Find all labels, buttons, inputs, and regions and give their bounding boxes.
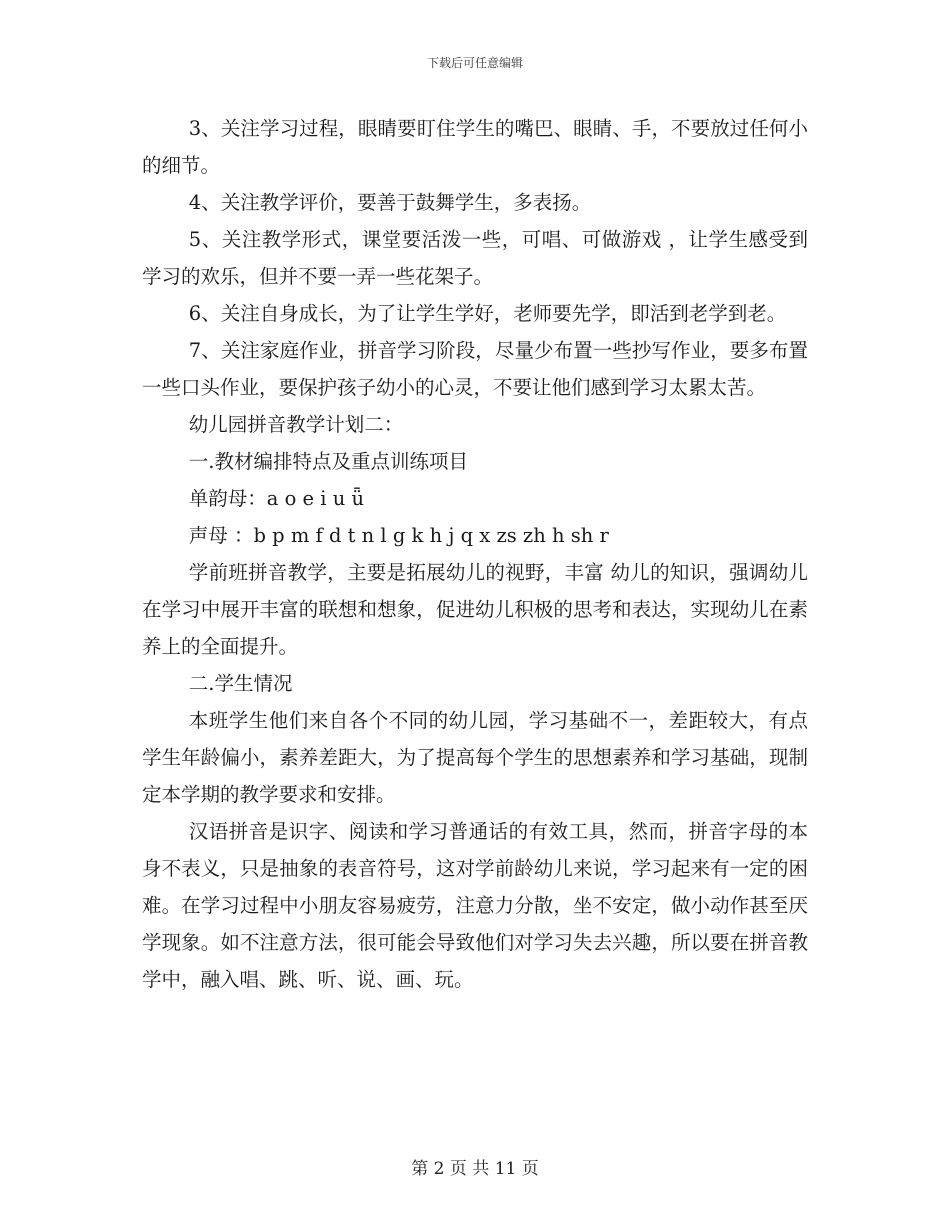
section-heading-students: 二.学生情况 [188, 672, 293, 695]
single-finals-line: 单韵母：a o e i u ǖ [188, 487, 365, 510]
document-body [142, 110, 808, 998]
page-header: 下载后可任意编辑 [426, 56, 523, 70]
paragraph-item-6: 6、关注自身成长，为了让学生学好，老师要先学，即活到老学到老。 [188, 302, 787, 325]
initials-line: 声母 ：b p m f d t n l g k h j q x zs zh h sh r [188, 524, 609, 547]
paragraph-item-7: 7、关注家庭作业，拼音学习阶段，尽量少布置一些抄写作业，要多布置一些口头作业，要保护孩子幼小的心灵，不要让他们感到学习太累太苦。 [142, 339, 808, 399]
paragraph-pinyin-tool: 汉语拼音是识字、阅读和学习普通话的有效工具，然而，拼音字母的本身不表义，只是抽象的表音符号，这对学前龄幼儿来说，学习起来有一定的困难。在学习过程中小朋友容易疲劳，注意力分散，坐不安定，做小动作甚至厌学现象。如不注意方法，很可能会导致他们对学习失去兴趣，所以要在拼音教学中，融入唱、跳、听、说、画、玩。 [142, 820, 808, 991]
section-title-plan-two: 幼儿园拼音教学计划二： [188, 413, 404, 436]
paragraph-item-3: 3、关注学习过程，眼睛要盯住学生的嘴巴、眼睛、手，不要放过任何小的细节。 [142, 117, 808, 177]
section-heading-materials: 一.教材编排特点及重点训练项目 [188, 450, 468, 473]
paragraph-item-4: 4、关注教学评价，要善于鼓舞学生，多表扬。 [188, 191, 592, 214]
paragraph-item-5: 5、关注教学形式，课堂要活泼一些，可唱、可做游戏 ，让学生感受到学习的欢乐，但并不要一弄一些花架子。 [142, 228, 808, 288]
page-footer: 第 2 页 共 11 页 [411, 1159, 539, 1179]
paragraph-class-situation: 本班学生他们来自各个不同的幼儿园，学习基础不一，差距较大，有点学生年龄偏小，素养差距大，为了提高每个学生的思想素养和学习基础，现制定本学期的教学要求和安排。 [142, 709, 808, 806]
paragraph-preschool-pinyin: 学前班拼音教学，主要是拓展幼儿的视野，丰富 幼儿的知识，强调幼儿在学习中展开丰富的联想和想象，促进幼儿积极的思考和表达，实现幼儿在素养上的全面提升。 [142, 561, 808, 658]
